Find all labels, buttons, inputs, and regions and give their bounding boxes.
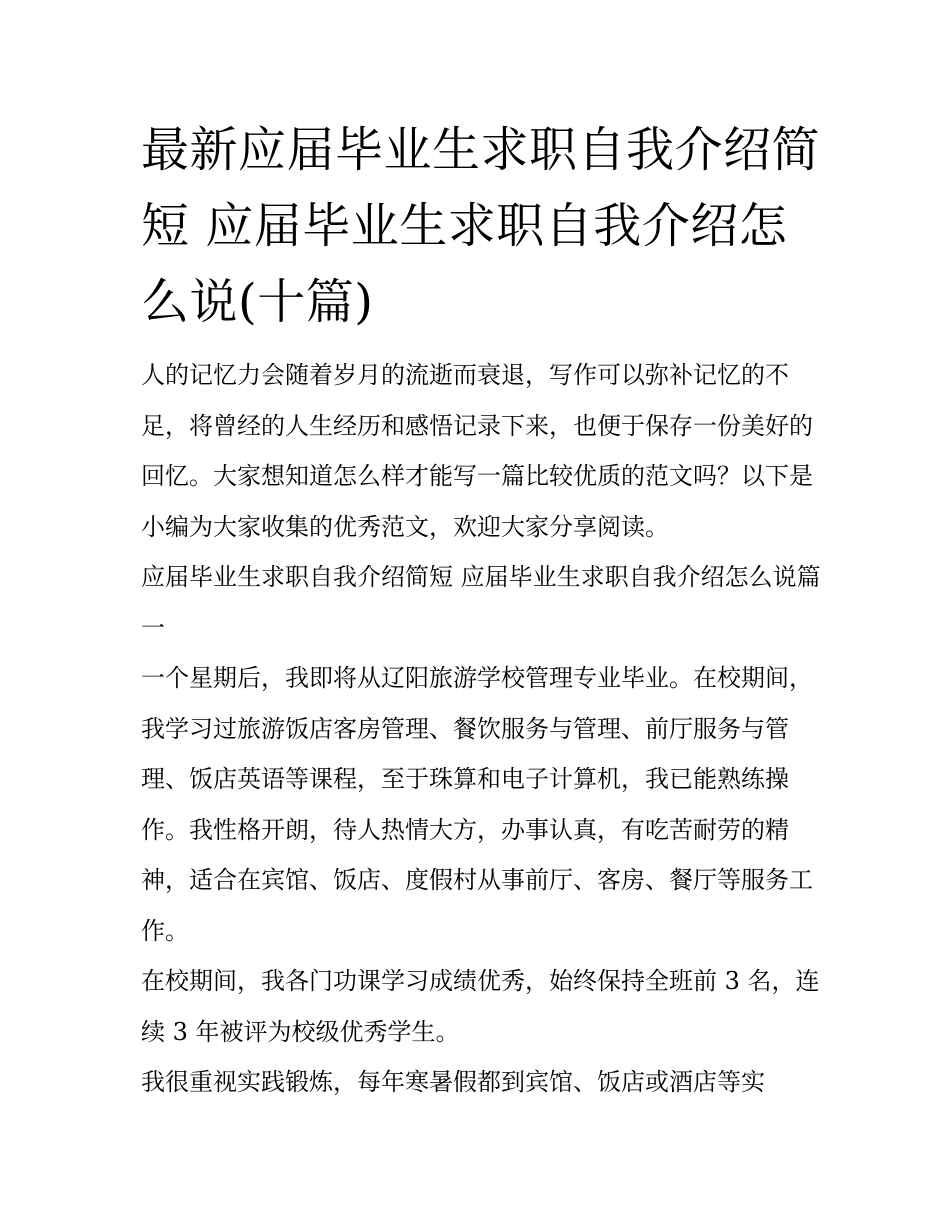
document-title: 最新应届毕业生求职自我介绍简短 应届毕业生求职自我介绍怎么说(十篇): [141, 122, 821, 330]
body-paragraph: 一个星期后，我即将从辽阳旅游学校管理专业毕业。在校期间，我学习过旅游饭店客房管理、餐饮服务与管理、前厅服务与管理、饭店英语等课程，至于珠算和电子计算机，我已能熟练操作。我性格开朗，待人热情大方，办事认真，有吃苦耐劳的精神，适合在宾馆、饭店、度假村从事前厅、客房、餐厅等服务工作。: [141, 664, 813, 945]
document-body: [141, 112, 821, 1108]
body-paragraph: 我很重视实践锻炼，每年寒暑假都到宾馆、饭店或酒店等实: [141, 1068, 765, 1096]
intro-paragraph: 人的记忆力会随着岁月的流逝而衰退，写作可以弥补记忆的不足，将曾经的人生经历和感悟记录下来，也便于保存一份美好的回忆。大家想知道怎么样才能写一篇比较优质的范文吗？以下是小编为大家收集的优秀范文，欢迎大家分享阅读。: [141, 361, 813, 541]
body-paragraph: 在校期间，我各门功课学习成绩优秀，始终保持全班前 3 名，连续 3 年被评为校级优秀学生。: [141, 967, 820, 1046]
section-heading: 应届毕业生求职自我介绍简短 应届毕业生求职自我介绍怎么说篇一: [141, 563, 821, 642]
